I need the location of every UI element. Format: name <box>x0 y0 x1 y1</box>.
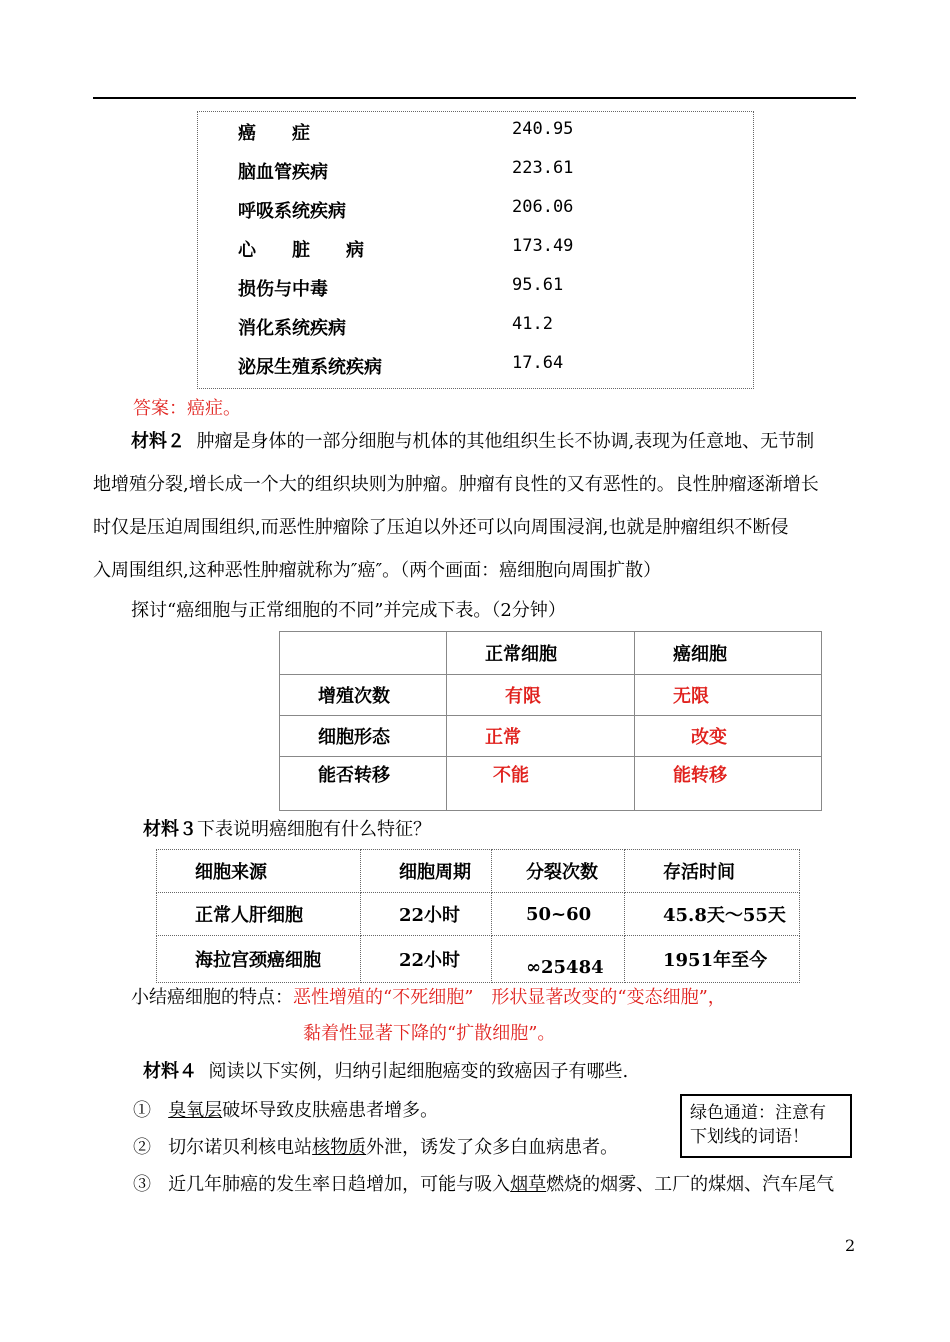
table3-cell: 海拉宫颈癌细胞 <box>157 936 361 983</box>
material-4-text: 阅读以下实例，归纳引起细胞癌变的致癌因子有哪些. <box>208 1061 629 1082</box>
table3-header-cell: 分裂次数 <box>492 850 625 893</box>
example-number: ③ <box>133 1174 151 1195</box>
table3-cell: 45.8天～55天 <box>625 893 800 936</box>
example-underlined-term: 烟草 <box>510 1174 547 1195</box>
page-number: 2 <box>845 1236 856 1255</box>
example-item <box>133 1133 618 1159</box>
header-rule <box>93 97 856 99</box>
table1-value: 95.61 <box>512 275 564 295</box>
example-text: 外泄，诱发了众多白血病患者。 <box>366 1137 619 1158</box>
table3-header-cell: 存活时间 <box>625 850 800 893</box>
table1-name: 脑血管疾病 <box>238 162 328 183</box>
table2-header-cell: 癌细胞 <box>635 632 822 675</box>
material-2-line: 入周围组织,这种恶性肿瘤就称为″癌″。（两个画面：癌细胞向周围扩散） <box>93 560 662 581</box>
table1-name: 泌尿生殖系统疾病 <box>238 357 382 378</box>
table3-cell: 正常人肝细胞 <box>157 893 361 936</box>
answer-1: 答案：癌症。 <box>133 398 241 419</box>
cell-comparison-table <box>279 631 822 811</box>
table1-value: 173.49 <box>512 236 574 256</box>
table2-row-label: 细胞形态 <box>280 716 447 757</box>
table1-name: 癌 症 <box>238 123 310 144</box>
example-text: 燃烧的烟雾、工厂的煤烟、汽车尾气 <box>546 1174 835 1195</box>
table1-name: 心 脏 病 <box>238 240 364 261</box>
example-text: 切尔诺贝利核电站 <box>168 1137 313 1158</box>
example-item <box>133 1096 438 1122</box>
table2-row-label: 增殖次数 <box>280 675 447 716</box>
example-number: ① <box>133 1100 151 1121</box>
material-3-text: 下表说明癌细胞有什么特征？ <box>197 819 431 840</box>
table3-cell: 50~60 <box>492 893 625 936</box>
table3-cell: 22小时 <box>361 893 492 936</box>
table2-header-cell <box>280 632 447 675</box>
table3-header-cell: 细胞周期 <box>361 850 492 893</box>
material-3-label: 材料３ <box>143 819 197 840</box>
material-3-heading <box>143 815 431 841</box>
example-underlined-term: 臭氧层 <box>168 1100 223 1121</box>
material-2-line: 肿瘤是身体的一部分细胞与机体的其他组织生长不协调,表现为任意地、无节制 <box>196 431 815 452</box>
table1-name: 呼吸系统疾病 <box>238 201 346 222</box>
table1-value: 206.06 <box>512 197 574 217</box>
table2-cancer-cell: 无限 <box>635 675 822 716</box>
example-underlined-term: 核物质 <box>312 1137 367 1158</box>
material-2-line: 地增殖分裂,增长成一个大的组织块则为肿瘤。肿瘤有良性的又有恶性的。良性肿瘤逐渐增长 <box>93 474 819 495</box>
material-2-paragraph <box>93 420 858 592</box>
table2-cancer-cell: 改变 <box>635 716 822 757</box>
mortality-table <box>197 111 754 389</box>
table2-row-label: 能否转移 <box>280 757 447 811</box>
summary-line-2: 黏着性显著下降的“扩散细胞”。 <box>303 1023 556 1044</box>
table1-value: 41.2 <box>512 314 553 334</box>
table3-cell: 22小时 <box>361 936 492 983</box>
green-channel-callout: 绿色通道：注意有下划线的词语！ <box>680 1094 852 1158</box>
example-text: 近几年肺癌的发生率日趋增加，可能与吸入 <box>168 1174 511 1195</box>
table1-name: 消化系统疾病 <box>238 318 346 339</box>
cell-features-table <box>156 849 800 983</box>
example-item <box>133 1170 858 1196</box>
table3-cell: ∞25484 <box>492 936 625 983</box>
material-4-heading <box>143 1057 628 1083</box>
table1-value: 17.64 <box>512 353 564 373</box>
table2-normal-cell: 正常 <box>447 716 635 757</box>
table1-value: 240.95 <box>512 119 574 139</box>
table3-cell: 1951年至今 <box>625 936 800 983</box>
material-2-line: 时仅是压迫周围组织,而恶性肿瘤除了压迫以外还可以向周围浸润,也就是肿瘤组织不断侵 <box>93 517 789 538</box>
summary-text: 恶性增殖的“不死细胞” 形状显著改变的“变态细胞”， <box>293 987 726 1008</box>
table2-normal-cell: 不能 <box>447 757 635 811</box>
material-2-label: 材料２ <box>131 431 185 452</box>
table1-name: 损伤与中毒 <box>238 279 328 300</box>
table2-header-cell: 正常细胞 <box>447 632 635 675</box>
table2-normal-cell: 有限 <box>447 675 635 716</box>
summary-line-1 <box>131 983 726 1009</box>
example-text: 破坏导致皮肤癌患者增多。 <box>222 1100 439 1121</box>
table1-value: 223.61 <box>512 158 574 178</box>
table3-header-cell: 细胞来源 <box>157 850 361 893</box>
task-2-prompt: 探讨“癌细胞与正常细胞的不同”并完成下表。（2分钟） <box>131 600 566 621</box>
table2-cancer-cell: 能转移 <box>635 757 822 811</box>
example-number: ② <box>133 1137 151 1158</box>
material-4-label: 材料４ <box>143 1061 197 1082</box>
summary-label: 小结癌细胞的特点： <box>131 987 293 1008</box>
